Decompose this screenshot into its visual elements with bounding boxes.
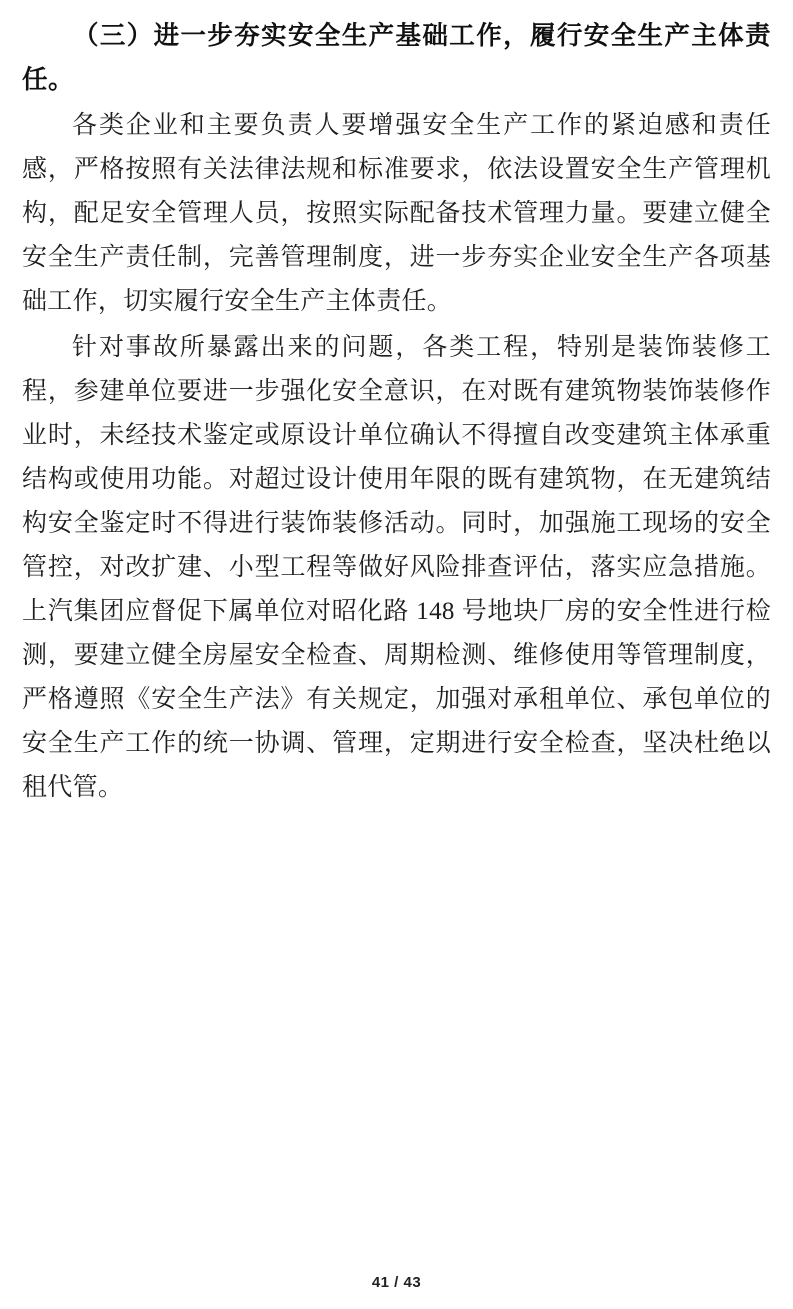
section-heading: （三）进一步夯实安全生产基础工作，履行安全生产主体责任。	[22, 21, 771, 94]
page-number: 41 / 43	[371, 1274, 422, 1291]
body-paragraph-1: 各类企业和主要负责人要增强安全生产工作的紧迫感和责任感，严格按照有关法律法规和标准要求，依法设置安全生产管理机构，配足安全管理人员，按照实际配备技术管理力量。要建立健全安全生产责任制，完善管理制度，进一步夯实企业安全生产各项基础工作，切实履行安全生产主体责任。	[22, 111, 771, 315]
body-paragraph-2: 针对事故所暴露出来的问题，各类工程，特别是装饰装修工程，参建单位要进一步强化安全意识，在对既有建筑物装饰装修作业时，未经技术鉴定或原设计单位确认不得擅自改变建筑主体承重结构或使用功能。对超过设计使用年限的既有建筑物，在无建筑结构安全鉴定时不得进行装饰装修活动。同时，加强施工现场的安全管控，对改扩建、小型工程等做好风险排查评估，落实应急措施。上汽集团应督促下属单位对昭化路 148 号地块厂房的安全性进行检测，要建立健全房屋安全检查、周期检测、维修使用等管理制度，严格遵照《安全生产法》有关规定，加强对承租单位、承包单位的安全生产工作的统一协调、管理，定期进行安全检查，坚决杜绝以租代管。	[22, 333, 771, 801]
